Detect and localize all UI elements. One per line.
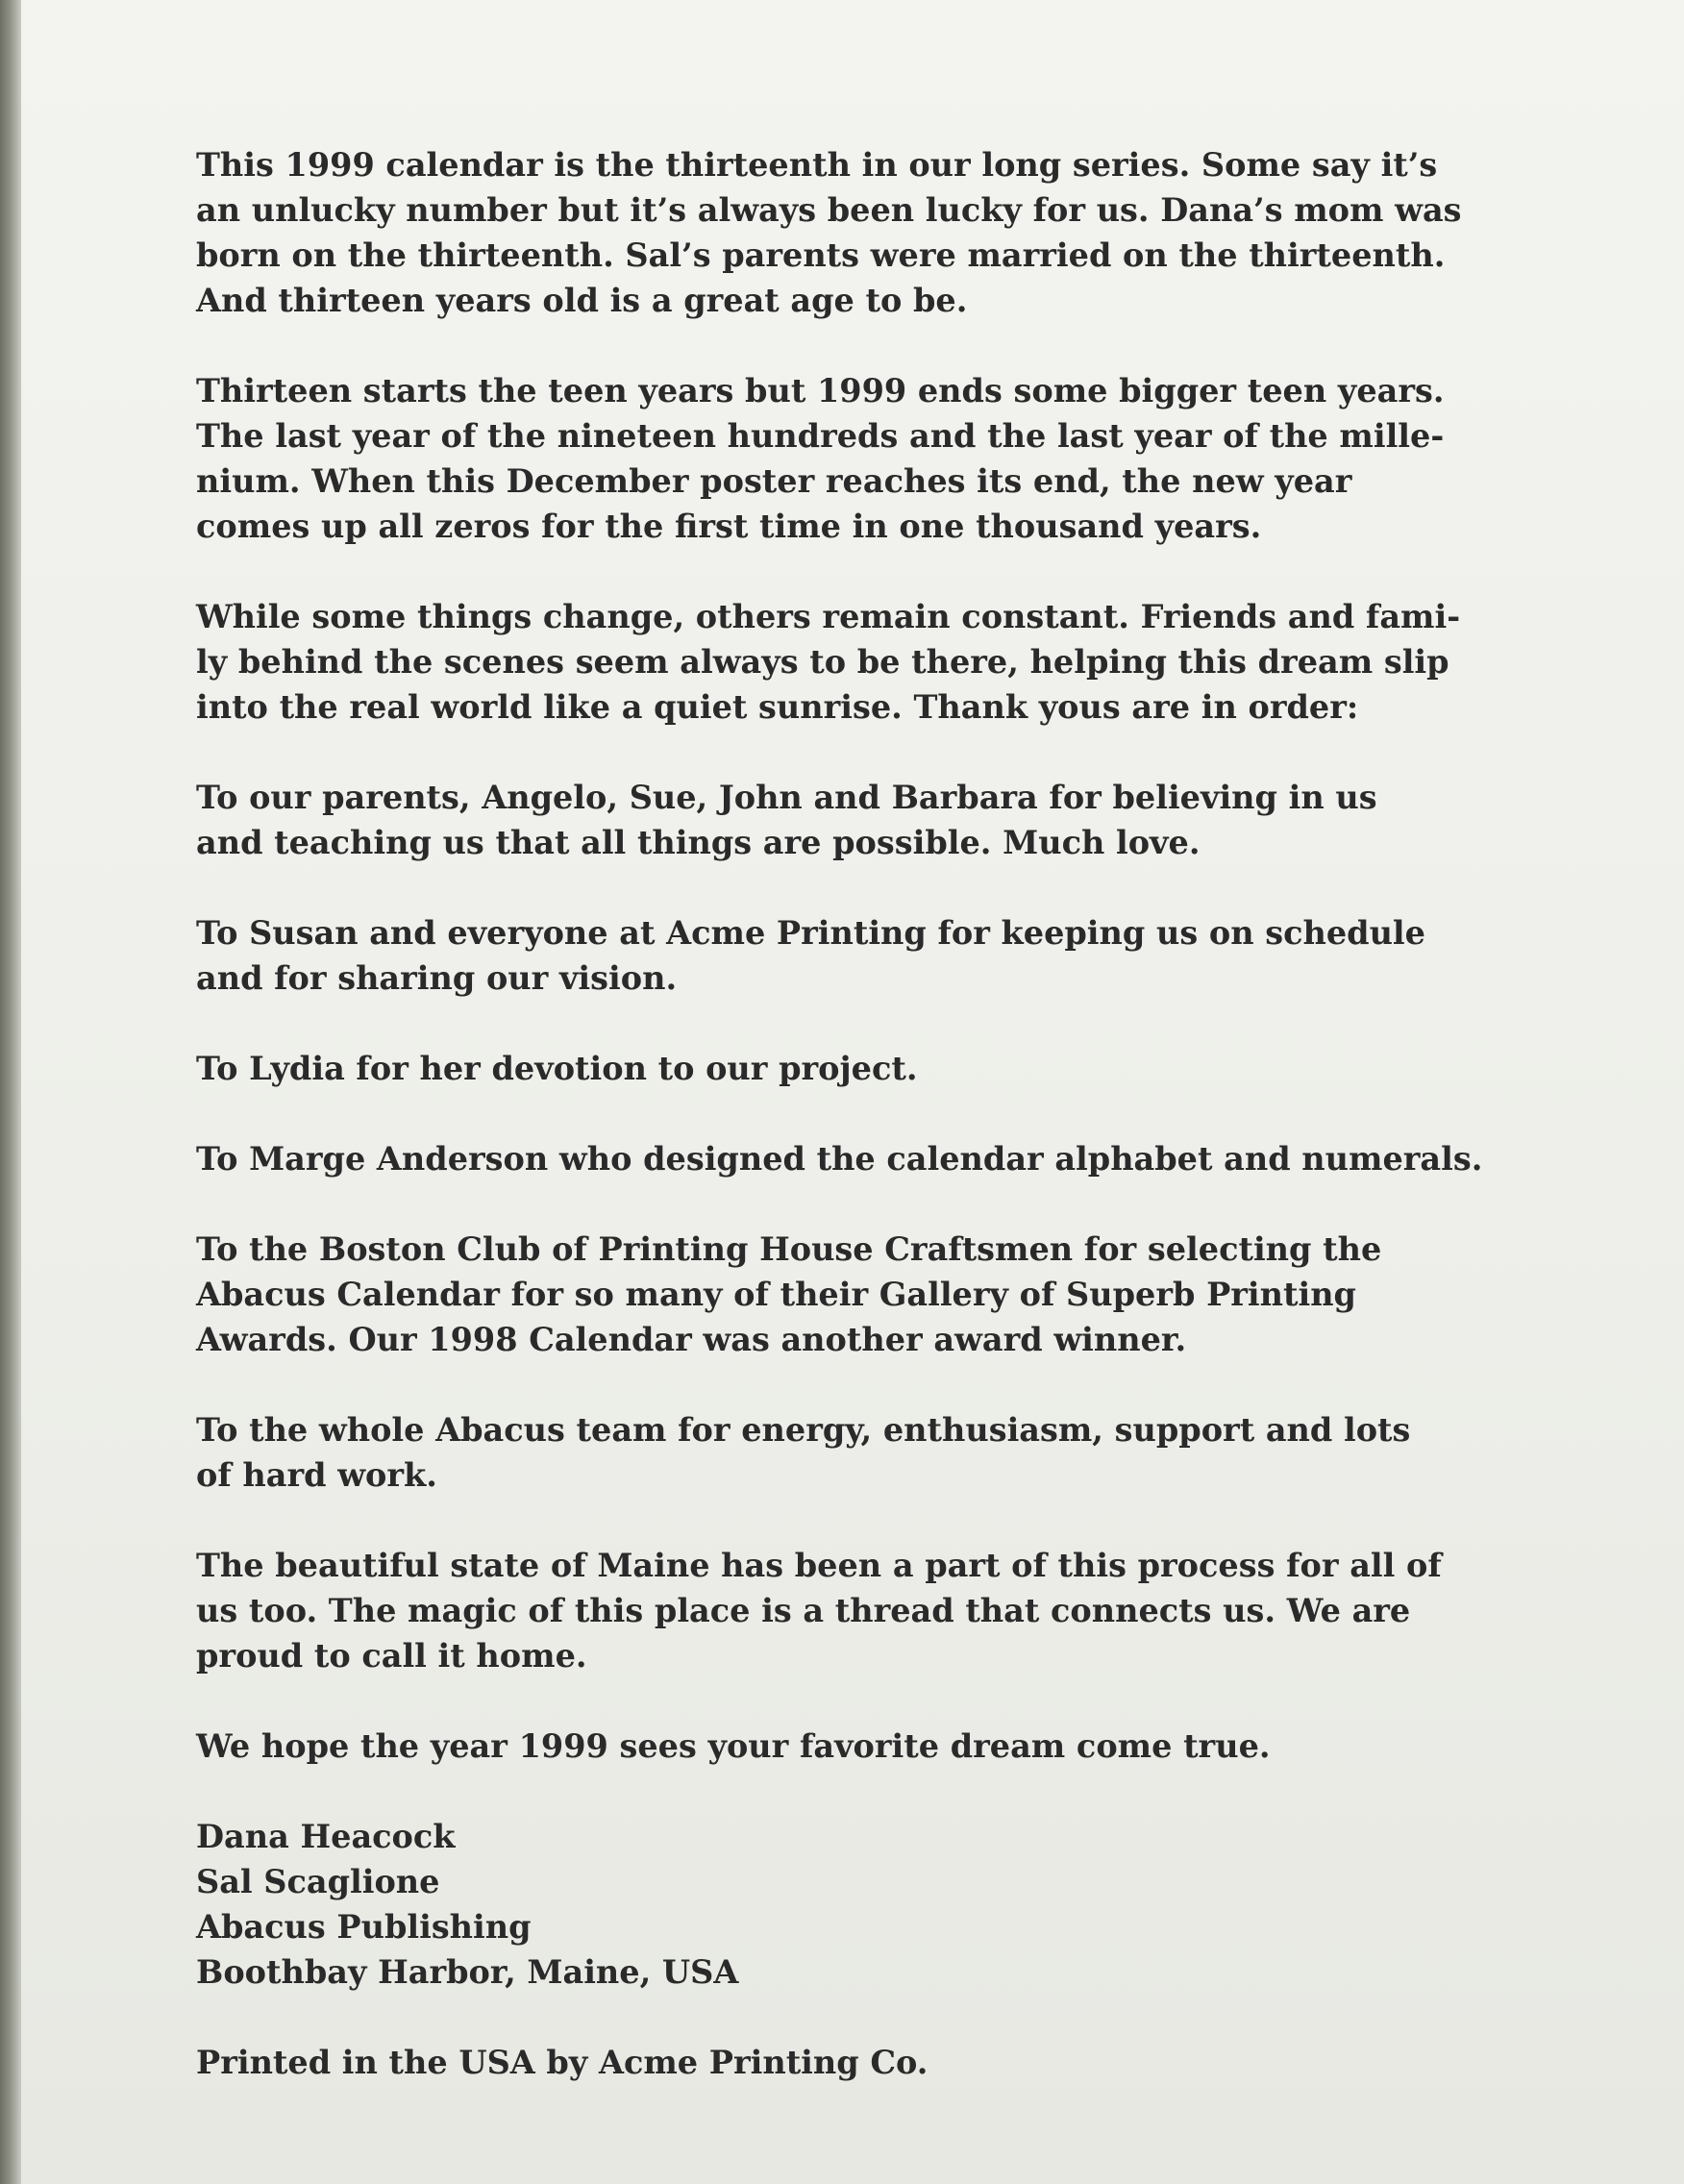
paragraph: [196, 142, 1561, 323]
text-line: To Lydia for her devotion to our project.: [196, 1050, 918, 1087]
signature-name: Dana Heacock: [196, 1818, 456, 1855]
paragraph: [196, 1724, 1561, 1769]
paragraph: [196, 1046, 1561, 1091]
paragraph: [196, 594, 1561, 730]
text-line: born on the thirteenth. Sal’s parents were married on the thirteenth.: [196, 236, 1446, 274]
text-line: Awards. Our 1998 Calendar was another award winner.: [196, 1321, 1187, 1358]
text-line: To the whole Abacus team for energy, enthusiasm, support and lots: [196, 1411, 1411, 1449]
text-line: of hard work.: [196, 1456, 437, 1494]
colophon: [196, 2040, 1561, 2085]
text-line: We hope the year 1999 sees your favorite dream come true.: [196, 1727, 1271, 1765]
paragraph: [196, 1227, 1561, 1362]
text-line: This 1999 calendar is the thirteenth in our long series. Some say it’s: [196, 146, 1438, 184]
signature-location: Boothbay Harbor, Maine, USA: [196, 1953, 739, 1991]
printer-credit: Printed in the USA by Acme Printing Co.: [196, 2044, 929, 2081]
paragraph: [196, 1407, 1561, 1498]
letter-body: [196, 142, 1561, 2085]
printed-page: [21, 0, 1684, 2184]
text-line: While some things change, others remain constant. Friends and fami-: [196, 598, 1461, 635]
paragraph: [196, 1136, 1561, 1181]
text-line: comes up all zeros for the first time in one thousand years.: [196, 508, 1262, 545]
paragraph: [196, 775, 1561, 865]
text-line: To our parents, Angelo, Sue, John and Barbara for believing in us: [196, 779, 1377, 816]
paragraph: [196, 1543, 1561, 1678]
text-line: and teaching us that all things are possible. Much love.: [196, 824, 1201, 861]
text-line: us too. The magic of this place is a thread that connects us. We are: [196, 1592, 1411, 1629]
signature-name: Sal Scaglione: [196, 1863, 440, 1900]
text-line: and for sharing our vision.: [196, 959, 678, 997]
signature-company: Abacus Publishing: [196, 1908, 532, 1946]
text-line: into the real world like a quiet sunrise. Thank yous are in order:: [196, 688, 1359, 726]
text-line: And thirteen years old is a great age to be.: [196, 282, 968, 319]
paragraph: [196, 910, 1561, 1001]
text-line: The beautiful state of Maine has been a part of this process for all of: [196, 1547, 1442, 1584]
text-line: Abacus Calendar for so many of their Gallery of Superb Printing: [196, 1276, 1356, 1313]
paragraph: [196, 368, 1561, 549]
text-line: To Susan and everyone at Acme Printing for keeping us on schedule: [196, 914, 1425, 952]
signature-block: [196, 1814, 1561, 1995]
text-line: Thirteen starts the teen years but 1999 ends some bigger teen years.: [196, 372, 1445, 410]
text-line: To the Boston Club of Printing House Craftsmen for selecting the: [196, 1230, 1382, 1268]
text-line: nium. When this December poster reaches its end, the new year: [196, 462, 1352, 500]
binding-edge: [0, 0, 21, 2184]
text-line: The last year of the nineteen hundreds and the last year of the mille-: [196, 417, 1445, 455]
text-line: ly behind the scenes seem always to be there, helping this dream slip: [196, 643, 1449, 681]
text-line: proud to call it home.: [196, 1637, 587, 1675]
text-line: To Marge Anderson who designed the calendar alphabet and numerals.: [196, 1140, 1483, 1178]
text-line: an unlucky number but it’s always been lucky for us. Dana’s mom was: [196, 191, 1462, 229]
